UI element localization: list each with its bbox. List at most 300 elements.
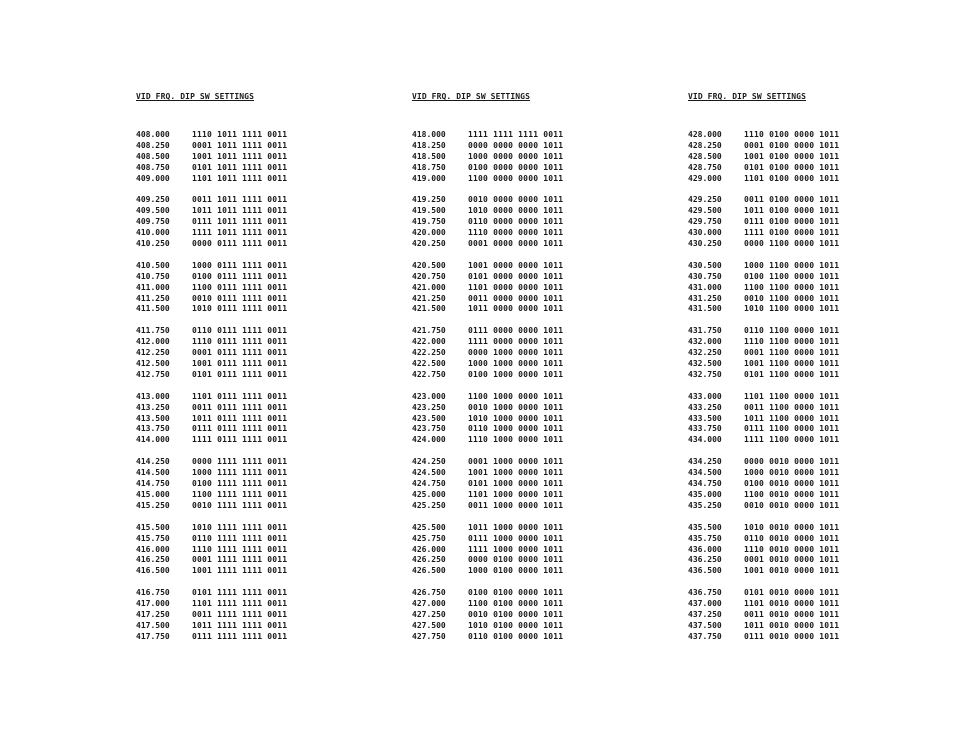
dip-switch-setting: 0101 1011 1111 0011 [192,162,288,172]
video-frequency: 428.750 [688,162,722,172]
dip-switch-setting: 1000 0100 0000 1011 [468,566,564,576]
dip-switch-setting: 0110 1000 0000 1011 [468,424,564,434]
video-frequency: 423.250 [412,402,446,412]
video-frequency: 427.000 [412,599,446,609]
video-frequency: 437.750 [688,631,722,641]
table-row [136,294,376,305]
video-frequency: 410.500 [136,260,170,270]
table-row [136,152,376,163]
row-group [412,195,652,249]
dip-switch-setting: 0010 1100 0000 1011 [744,293,840,303]
table-row [412,294,652,305]
table-row [136,359,376,370]
dip-switch-setting: 0000 0111 1111 0011 [192,239,288,249]
table-row [412,588,652,599]
dip-switch-setting: 0111 0100 0000 1011 [744,217,840,227]
table-row [688,272,928,283]
row-group [688,457,928,511]
dip-switch-setting: 0001 0000 0000 1011 [468,239,564,249]
video-frequency: 429.250 [688,195,722,205]
row-group [412,457,652,511]
video-frequency: 430.250 [688,239,722,249]
table-row [688,337,928,348]
dip-switch-setting: 1110 1111 1111 0011 [192,544,288,554]
video-frequency: 431.500 [688,304,722,314]
dip-switch-setting: 0111 1100 0000 1011 [744,424,840,434]
dip-switch-setting: 0011 0000 0000 1011 [468,293,564,303]
video-frequency: 432.250 [688,348,722,358]
table-row [412,555,652,566]
dip-switch-setting: 1000 0111 1111 0011 [192,260,288,270]
table-row [688,294,928,305]
table-row [412,392,652,403]
video-frequency: 418.250 [412,140,446,150]
table-row [136,283,376,294]
dip-switch-setting: 0000 1111 1111 0011 [192,457,288,467]
video-frequency: 436.500 [688,566,722,576]
table-row [412,632,652,643]
table-row [688,359,928,370]
dip-switch-setting: 1101 1011 1111 0011 [192,173,288,183]
table-row [412,206,652,217]
dip-switch-setting: 0111 0111 1111 0011 [192,424,288,434]
table-row [412,435,652,446]
video-frequency: 423.750 [412,424,446,434]
table-row [688,632,928,643]
table-row [688,370,928,381]
video-frequency: 433.000 [688,391,722,401]
video-frequency: 435.750 [688,533,722,543]
video-frequency: 426.500 [412,566,446,576]
table-column-2 [412,92,652,654]
table-row [688,141,928,152]
video-frequency: 422.750 [412,369,446,379]
dip-switch-setting: 1001 0111 1111 0011 [192,359,288,369]
video-frequency: 433.750 [688,424,722,434]
video-frequency: 417.500 [136,620,170,630]
dip-switch-setting: 1101 0100 0000 1011 [744,173,840,183]
dip-switch-setting: 0110 1111 1111 0011 [192,533,288,543]
dip-switch-setting: 1101 0111 1111 0011 [192,391,288,401]
dip-switch-setting: 1110 0100 0000 1011 [744,130,840,139]
dip-switch-setting: 1110 1011 1111 0011 [192,130,288,139]
row-group [412,261,652,315]
table-row [688,610,928,621]
dip-switch-setting: 1010 1100 0000 1011 [744,304,840,314]
table-row [136,337,376,348]
table-row [688,261,928,272]
video-frequency: 410.250 [136,239,170,249]
dip-switch-setting: 0100 0010 0000 1011 [744,479,840,489]
video-frequency: 435.000 [688,489,722,499]
row-group [136,588,376,642]
dip-switch-setting: 1111 0111 1111 0011 [192,435,288,445]
video-frequency: 408.750 [136,162,170,172]
dip-switch-setting: 1001 0000 0000 1011 [468,260,564,270]
video-frequency: 418.750 [412,162,446,172]
dip-switch-setting: 1100 1100 0000 1011 [744,282,840,292]
video-frequency: 421.500 [412,304,446,314]
video-frequency: 414.000 [136,435,170,445]
video-frequency: 434.000 [688,435,722,445]
row-group [412,130,652,184]
dip-switch-setting: 0000 0000 0000 1011 [468,140,564,150]
table-row [688,501,928,512]
video-frequency: 436.250 [688,555,722,565]
table-row [688,523,928,534]
dip-switch-setting: 0110 1100 0000 1011 [744,326,840,336]
dip-switch-setting: 0110 0100 0000 1011 [468,631,564,641]
dip-switch-setting: 0100 0000 0000 1011 [468,162,564,172]
table-row [688,228,928,239]
table-column-1 [136,92,376,654]
table-row [136,239,376,250]
dip-switch-setting: 0010 0100 0000 1011 [468,609,564,619]
table-row [688,414,928,425]
video-frequency: 411.000 [136,282,170,292]
table-row [136,304,376,315]
video-frequency: 416.250 [136,555,170,565]
table-row [412,414,652,425]
row-group [688,588,928,642]
dip-switch-setting: 0101 0111 1111 0011 [192,369,288,379]
video-frequency: 416.500 [136,566,170,576]
video-frequency: 431.250 [688,293,722,303]
dip-switch-setting: 1111 1000 0000 1011 [468,544,564,554]
row-group [412,392,652,446]
dip-switch-setting: 1010 0000 0000 1011 [468,206,564,216]
dip-switch-setting: 0011 1000 0000 1011 [468,500,564,510]
table-row [688,566,928,577]
row-group [136,326,376,380]
dip-switch-setting: 0111 1111 1111 0011 [192,631,288,641]
table-row [136,555,376,566]
video-frequency: 417.750 [136,631,170,641]
row-group [412,326,652,380]
dip-switch-setting: 1101 0000 0000 1011 [468,282,564,292]
table-row [688,195,928,206]
table-row [688,239,928,250]
video-frequency: 415.250 [136,500,170,510]
video-frequency: 435.250 [688,500,722,510]
table-row [688,283,928,294]
video-frequency: 414.750 [136,479,170,489]
video-frequency: 417.000 [136,599,170,609]
row-group [688,261,928,315]
table-row [136,326,376,337]
dip-switch-setting: 0101 1111 1111 0011 [192,588,288,598]
row-group [688,326,928,380]
dip-switch-setting: 1000 1000 0000 1011 [468,359,564,369]
video-frequency: 409.000 [136,173,170,183]
table-row [688,468,928,479]
table-row [412,479,652,490]
table-row [136,501,376,512]
dip-switch-setting: 1101 1111 1111 0011 [192,599,288,609]
video-frequency: 436.000 [688,544,722,554]
video-frequency: 426.750 [412,588,446,598]
table-row [688,163,928,174]
video-frequency: 413.500 [136,413,170,423]
table-row [412,610,652,621]
video-frequency: 422.250 [412,348,446,358]
dip-switch-setting: 1110 0000 0000 1011 [468,228,564,238]
dip-switch-setting: 0001 1000 0000 1011 [468,457,564,467]
table-row [136,523,376,534]
dip-switch-setting: 0111 1000 0000 1011 [468,533,564,543]
table-row [412,490,652,501]
dip-switch-setting: 1111 1011 1111 0011 [192,228,288,238]
dip-switch-setting: 0001 1111 1111 0011 [192,555,288,565]
video-frequency: 436.750 [688,588,722,598]
table-row [412,424,652,435]
row-groups [136,130,376,643]
video-frequency: 421.250 [412,293,446,303]
column-header: VID FRQ. DIP SW SETTINGS [688,92,806,101]
row-group [412,523,652,577]
table-row [136,599,376,610]
video-frequency: 428.250 [688,140,722,150]
video-frequency: 437.500 [688,620,722,630]
row-group [136,392,376,446]
dip-switch-setting: 0000 1100 0000 1011 [744,239,840,249]
video-frequency: 419.500 [412,206,446,216]
table-row [136,545,376,556]
video-frequency: 437.250 [688,609,722,619]
video-frequency: 412.500 [136,359,170,369]
video-frequency: 434.750 [688,479,722,489]
video-frequency: 416.000 [136,544,170,554]
video-frequency: 409.500 [136,206,170,216]
dip-switch-setting: 0011 0010 0000 1011 [744,609,840,619]
dip-switch-setting: 1001 1011 1111 0011 [192,151,288,161]
table-row [136,272,376,283]
table-row [136,174,376,185]
video-frequency: 419.000 [412,173,446,183]
video-frequency: 427.500 [412,620,446,630]
table-row [412,261,652,272]
table-row [412,130,652,141]
table-row [688,174,928,185]
row-group [136,261,376,315]
dip-switch-setting: 0011 1011 1111 0011 [192,195,288,205]
dip-switch-setting: 0001 1100 0000 1011 [744,348,840,358]
dip-switch-setting: 1000 1100 0000 1011 [744,260,840,270]
video-frequency: 415.750 [136,533,170,543]
dip-switch-setting: 1010 0111 1111 0011 [192,304,288,314]
row-group [688,392,928,446]
dip-switch-setting: 1110 1000 0000 1011 [468,435,564,445]
video-frequency: 433.250 [688,402,722,412]
dip-switch-setting: 1110 1100 0000 1011 [744,337,840,347]
dip-switch-setting: 0001 1011 1111 0011 [192,140,288,150]
dip-switch-setting: 0110 0000 0000 1011 [468,217,564,227]
video-frequency: 425.500 [412,522,446,532]
video-frequency: 424.000 [412,435,446,445]
video-frequency: 411.750 [136,326,170,336]
dip-switch-setting: 1001 1111 1111 0011 [192,566,288,576]
video-frequency: 430.750 [688,271,722,281]
video-frequency: 410.750 [136,271,170,281]
dip-switch-setting: 0010 0010 0000 1011 [744,500,840,510]
video-frequency: 418.000 [412,130,446,139]
dip-switch-setting: 0000 0010 0000 1011 [744,457,840,467]
video-frequency: 427.250 [412,609,446,619]
table-row [136,621,376,632]
dip-switch-setting: 1011 1100 0000 1011 [744,413,840,423]
video-frequency: 412.000 [136,337,170,347]
dip-switch-setting: 0000 0100 0000 1011 [468,555,564,565]
dip-switch-setting: 1101 1100 0000 1011 [744,391,840,401]
table-row [412,283,652,294]
table-row [136,163,376,174]
video-frequency: 420.000 [412,228,446,238]
video-frequency: 420.500 [412,260,446,270]
table-row [412,370,652,381]
dip-switch-setting: 1101 0010 0000 1011 [744,599,840,609]
table-row [136,490,376,501]
table-row [688,588,928,599]
dip-switch-setting: 0001 0100 0000 1011 [744,140,840,150]
dip-switch-setting: 0110 0010 0000 1011 [744,533,840,543]
dip-switch-setting: 0001 0111 1111 0011 [192,348,288,358]
table-row [136,348,376,359]
video-frequency: 422.000 [412,337,446,347]
dip-switch-setting: 1010 1000 0000 1011 [468,413,564,423]
row-groups [688,130,928,643]
video-frequency: 420.750 [412,271,446,281]
table-row [688,424,928,435]
table-row [136,370,376,381]
video-frequency: 408.250 [136,140,170,150]
dip-switch-setting: 0110 0111 1111 0011 [192,326,288,336]
dip-switch-setting: 1000 1111 1111 0011 [192,468,288,478]
row-group [136,195,376,249]
table-row [412,545,652,556]
table-row [412,501,652,512]
dip-switch-setting: 1111 0100 0000 1011 [744,228,840,238]
table-row [688,152,928,163]
video-frequency: 425.250 [412,500,446,510]
table-row [412,163,652,174]
table-row [412,403,652,414]
video-frequency: 432.000 [688,337,722,347]
table-row [136,403,376,414]
dip-switch-setting: 1001 0010 0000 1011 [744,566,840,576]
table-row [412,534,652,545]
video-frequency: 425.000 [412,489,446,499]
video-frequency: 408.500 [136,151,170,161]
dip-switch-setting: 0101 0010 0000 1011 [744,588,840,598]
video-frequency: 413.250 [136,402,170,412]
dip-switch-setting: 1100 0010 0000 1011 [744,489,840,499]
table-row [412,272,652,283]
dip-switch-setting: 1001 1100 0000 1011 [744,359,840,369]
dip-switch-setting: 1001 0100 0000 1011 [744,151,840,161]
table-row [136,588,376,599]
table-row [136,566,376,577]
table-row [412,523,652,534]
video-frequency: 435.500 [688,522,722,532]
video-frequency: 416.750 [136,588,170,598]
dip-switch-setting: 1111 1111 1111 0011 [468,130,564,139]
dip-switch-setting: 1011 1011 1111 0011 [192,206,288,216]
video-frequency: 419.750 [412,217,446,227]
table-row [136,206,376,217]
video-frequency: 429.500 [688,206,722,216]
table-row [688,435,928,446]
table-row [412,599,652,610]
table-row [688,130,928,141]
table-row [412,621,652,632]
video-frequency: 409.750 [136,217,170,227]
table-row [688,348,928,359]
dip-switch-setting: 0100 1111 1111 0011 [192,479,288,489]
dip-switch-setting: 1010 1111 1111 0011 [192,522,288,532]
video-frequency: 431.750 [688,326,722,336]
table-row [412,195,652,206]
dip-switch-setting: 0111 1011 1111 0011 [192,217,288,227]
table-row [136,261,376,272]
video-frequency: 424.750 [412,479,446,489]
dip-switch-setting: 0100 1000 0000 1011 [468,369,564,379]
dip-switch-setting: 1101 1000 0000 1011 [468,489,564,499]
table-row [136,632,376,643]
table-row [412,174,652,185]
table-row [412,337,652,348]
video-frequency: 434.250 [688,457,722,467]
dip-switch-setting: 0010 0000 0000 1011 [468,195,564,205]
dip-switch-setting: 0011 0111 1111 0011 [192,402,288,412]
table-row [412,468,652,479]
table-row [136,468,376,479]
table-row [412,359,652,370]
table-row [136,141,376,152]
row-groups [412,130,652,643]
table-row [412,152,652,163]
table-row [136,610,376,621]
dip-switch-setting: 1011 0000 0000 1011 [468,304,564,314]
dip-switch-setting: 1110 0111 1111 0011 [192,337,288,347]
video-frequency: 411.250 [136,293,170,303]
video-frequency: 424.250 [412,457,446,467]
row-group [136,457,376,511]
dip-switch-setting: 0100 0100 0000 1011 [468,588,564,598]
dip-switch-setting: 1100 1111 1111 0011 [192,489,288,499]
table-row [136,534,376,545]
video-frequency: 428.000 [688,130,722,139]
table-row [688,534,928,545]
table-row [688,621,928,632]
dip-switch-setting: 1011 0010 0000 1011 [744,620,840,630]
video-frequency: 433.500 [688,413,722,423]
video-frequency: 412.250 [136,348,170,358]
video-frequency: 417.250 [136,609,170,619]
dip-switch-setting: 0101 0100 0000 1011 [744,162,840,172]
dip-switch-setting: 1001 1000 0000 1011 [468,468,564,478]
video-frequency: 423.000 [412,391,446,401]
video-frequency: 421.000 [412,282,446,292]
video-frequency: 414.250 [136,457,170,467]
dip-switch-setting: 0100 1100 0000 1011 [744,271,840,281]
dip-switch-setting: 0011 1100 0000 1011 [744,402,840,412]
dip-switch-setting: 1011 1111 1111 0011 [192,620,288,630]
table-row [688,403,928,414]
table-row [412,239,652,250]
video-frequency: 437.000 [688,599,722,609]
table-column-3 [688,92,928,654]
table-row [412,457,652,468]
